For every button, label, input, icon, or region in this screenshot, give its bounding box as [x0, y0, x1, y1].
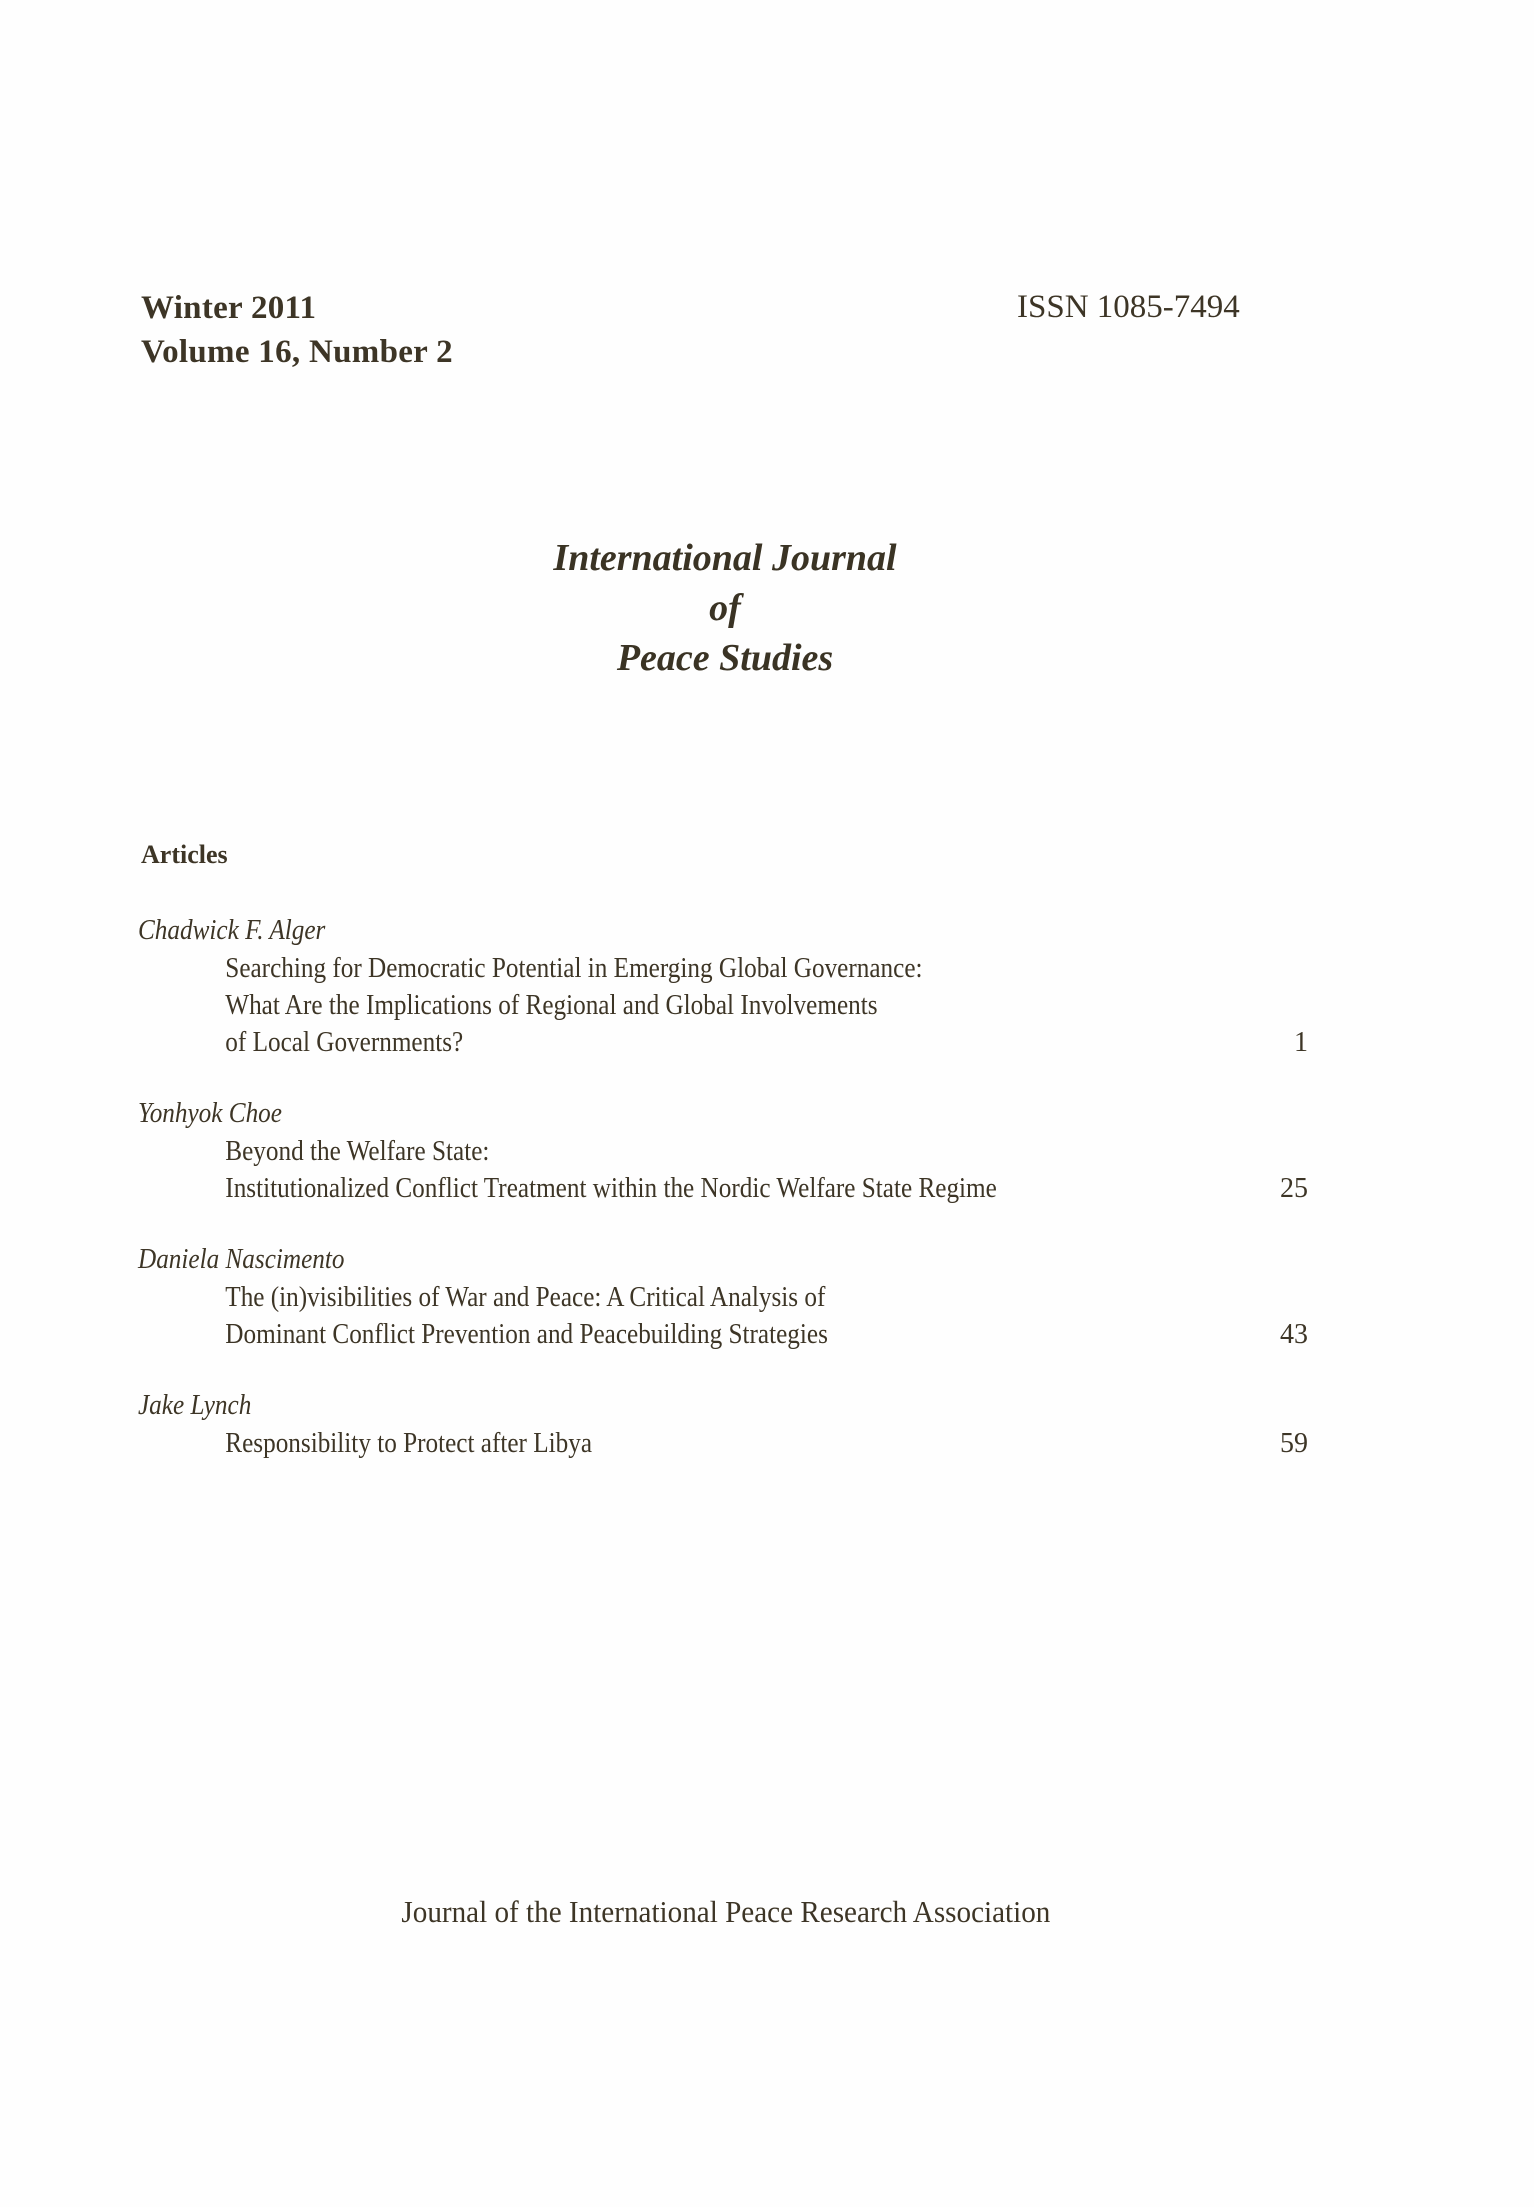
toc-entry[interactable]	[138, 1387, 1308, 1462]
issn-number: ISSN 1085-7494	[1017, 289, 1240, 325]
article-page-number: 59	[1280, 1428, 1308, 1459]
association-footer: Journal of the International Peace Research Association	[401, 1894, 1051, 1929]
journal-title-line-1: International Journal	[553, 537, 897, 579]
article-author: Yonhyok Choe	[138, 1098, 282, 1129]
articles-heading: Articles	[141, 840, 228, 869]
journal-title-line-2: of	[709, 587, 741, 629]
journal-title	[0, 533, 1450, 683]
article-title-line: of Local Governments?	[225, 1027, 464, 1058]
article-title-line: Responsibility to Protect after Libya	[225, 1428, 593, 1459]
table-of-contents	[138, 912, 1308, 1496]
journal-title-line-3: Peace Studies	[616, 637, 834, 679]
article-title-line: Institutionalized Conflict Treatment within the Nordic Welfare State Regime	[225, 1173, 997, 1204]
article-title-line: Searching for Democratic Potential in Emerging Global Governance:	[225, 953, 923, 984]
article-page-number: 1	[1294, 1027, 1308, 1058]
article-page-number: 43	[1280, 1319, 1308, 1350]
issue-info	[141, 286, 453, 374]
article-author: Jake Lynch	[138, 1390, 252, 1421]
issue-volume-number: Volume 16, Number 2	[141, 334, 453, 370]
article-author: Daniela Nascimento	[138, 1244, 345, 1275]
toc-entry[interactable]	[138, 1095, 1308, 1207]
issue-season-year: Winter 2011	[141, 290, 317, 326]
article-title-line: Beyond the Welfare State:	[225, 1136, 490, 1167]
article-title-line: Dominant Conflict Prevention and Peacebuilding Strategies	[225, 1319, 828, 1350]
article-page-number: 25	[1280, 1173, 1308, 1204]
toc-entry[interactable]	[138, 912, 1308, 1061]
toc-entry[interactable]	[138, 1241, 1308, 1353]
article-title-line: The (in)visibilities of War and Peace: A Critical Analysis of	[225, 1282, 826, 1313]
article-author: Chadwick F. Alger	[138, 915, 326, 946]
article-title-line: What Are the Implications of Regional and Global Involvements	[225, 990, 878, 1021]
